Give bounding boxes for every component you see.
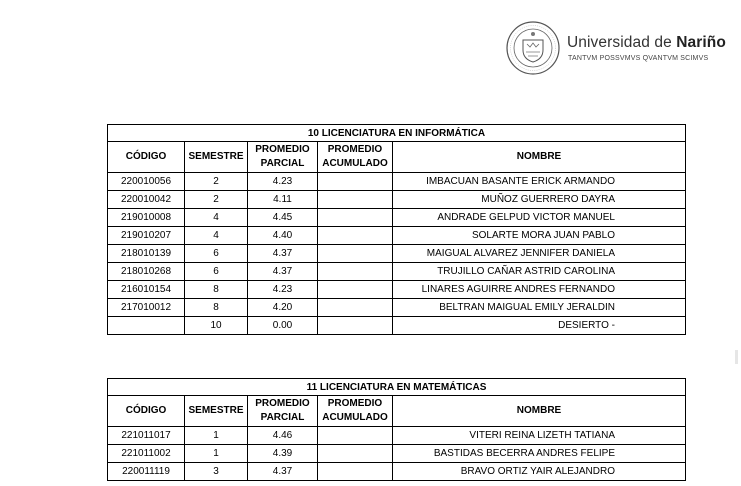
cell-promedio-acumulado xyxy=(318,209,393,227)
cell-semestre: 2 xyxy=(185,191,248,209)
cell-promedio-acumulado xyxy=(318,463,393,481)
cell-promedio-acumulado xyxy=(318,245,393,263)
table-header-row xyxy=(108,396,686,427)
column-header-nombre: NOMBRE xyxy=(393,396,686,427)
cell-semestre: 8 xyxy=(185,299,248,317)
cell-promedio-acumulado xyxy=(318,191,393,209)
table-row xyxy=(108,245,686,263)
cell-promedio-acumulado xyxy=(318,263,393,281)
roster-table-informatica xyxy=(107,124,686,335)
cell-semestre: 6 xyxy=(185,245,248,263)
cell-codigo: 218010268 xyxy=(108,263,185,281)
cell-promedio-parcial: 0.00 xyxy=(248,317,318,335)
cell-nombre: IMBACUAN BASANTE ERICK ARMANDO xyxy=(393,173,686,191)
cell-promedio-parcial: 4.11 xyxy=(248,191,318,209)
cell-promedio-parcial: 4.40 xyxy=(248,227,318,245)
roster-table-matematicas xyxy=(107,378,686,481)
cell-promedio-parcial: 4.37 xyxy=(248,263,318,281)
cell-nombre: TRUJILLO CAÑAR ASTRID CAROLINA xyxy=(393,263,686,281)
university-name: Universidad de Nariño xyxy=(567,34,726,51)
cell-nombre: BRAVO ORTIZ YAIR ALEJANDRO xyxy=(393,463,686,481)
cell-nombre: LINARES AGUIRRE ANDRES FERNANDO xyxy=(393,281,686,299)
table-row xyxy=(108,227,686,245)
cell-promedio-parcial: 4.46 xyxy=(248,427,318,445)
table-row xyxy=(108,317,686,335)
table-row xyxy=(108,445,686,463)
table-title-row xyxy=(108,125,686,142)
cell-codigo: 219010207 xyxy=(108,227,185,245)
table-row xyxy=(108,173,686,191)
cell-promedio-parcial: 4.23 xyxy=(248,173,318,191)
table-row xyxy=(108,191,686,209)
cell-promedio-parcial: 4.39 xyxy=(248,445,318,463)
table-row xyxy=(108,209,686,227)
cell-codigo: 216010154 xyxy=(108,281,185,299)
cell-nombre: SOLARTE MORA JUAN PABLO xyxy=(393,227,686,245)
column-header-codigo: CÓDIGO xyxy=(108,142,185,173)
cell-nombre: BASTIDAS BECERRA ANDRES FELIPE xyxy=(393,445,686,463)
column-header-promedio-acumulado: PROMEDIO ACUMULADO xyxy=(318,142,393,173)
column-header-semestre: SEMESTRE xyxy=(185,142,248,173)
table-row xyxy=(108,263,686,281)
cell-semestre: 8 xyxy=(185,281,248,299)
cell-promedio-parcial: 4.37 xyxy=(248,463,318,481)
table-row xyxy=(108,299,686,317)
cell-nombre: VITERI REINA LIZETH TATIANA xyxy=(393,427,686,445)
cell-codigo: 217010012 xyxy=(108,299,185,317)
table-title: 10 LICENCIATURA EN INFORMÁTICA xyxy=(108,125,686,142)
column-header-nombre: NOMBRE xyxy=(393,142,686,173)
cell-nombre: MAIGUAL ALVAREZ JENNIFER DANIELA xyxy=(393,245,686,263)
cell-promedio-acumulado xyxy=(318,445,393,463)
page-edge-mark xyxy=(735,350,738,364)
cell-promedio-acumulado xyxy=(318,281,393,299)
cell-nombre: MUÑOZ GUERRERO DAYRA xyxy=(393,191,686,209)
column-header-promedio-acumulado: PROMEDIO ACUMULADO xyxy=(318,396,393,427)
column-header-codigo: CÓDIGO xyxy=(108,396,185,427)
cell-codigo: 218010139 xyxy=(108,245,185,263)
cell-nombre: BELTRAN MAIGUAL EMILY JERALDIN xyxy=(393,299,686,317)
cell-semestre: 10 xyxy=(185,317,248,335)
cell-semestre: 1 xyxy=(185,427,248,445)
cell-promedio-acumulado xyxy=(318,227,393,245)
cell-codigo: 219010008 xyxy=(108,209,185,227)
university-motto: TANTVM POSSVMVS QVANTVM SCIMVS xyxy=(568,55,709,62)
cell-nombre: DESIERTO - xyxy=(393,317,686,335)
cell-codigo: 221011017 xyxy=(108,427,185,445)
cell-semestre: 3 xyxy=(185,463,248,481)
cell-codigo: 221011002 xyxy=(108,445,185,463)
column-header-semestre: SEMESTRE xyxy=(185,396,248,427)
table-row xyxy=(108,281,686,299)
university-header xyxy=(505,20,735,78)
cell-semestre: 4 xyxy=(185,209,248,227)
table-row xyxy=(108,427,686,445)
cell-promedio-parcial: 4.37 xyxy=(248,245,318,263)
cell-promedio-acumulado xyxy=(318,299,393,317)
cell-promedio-acumulado xyxy=(318,317,393,335)
cell-codigo xyxy=(108,317,185,335)
table-row xyxy=(108,463,686,481)
cell-nombre: ANDRADE GELPUD VICTOR MANUEL xyxy=(393,209,686,227)
cell-promedio-parcial: 4.20 xyxy=(248,299,318,317)
cell-semestre: 1 xyxy=(185,445,248,463)
cell-codigo: 220010042 xyxy=(108,191,185,209)
cell-semestre: 4 xyxy=(185,227,248,245)
cell-promedio-parcial: 4.45 xyxy=(248,209,318,227)
table-title: 11 LICENCIATURA EN MATEMÁTICAS xyxy=(108,379,686,396)
cell-codigo: 220011119 xyxy=(108,463,185,481)
table-title-row xyxy=(108,379,686,396)
university-seal-icon xyxy=(505,20,561,76)
cell-promedio-acumulado xyxy=(318,173,393,191)
cell-semestre: 2 xyxy=(185,173,248,191)
cell-codigo: 220010056 xyxy=(108,173,185,191)
column-header-promedio-parcial: PROMEDIO PARCIAL xyxy=(248,142,318,173)
cell-semestre: 6 xyxy=(185,263,248,281)
table-header-row xyxy=(108,142,686,173)
cell-promedio-acumulado xyxy=(318,427,393,445)
column-header-promedio-parcial: PROMEDIO PARCIAL xyxy=(248,396,318,427)
cell-promedio-parcial: 4.23 xyxy=(248,281,318,299)
